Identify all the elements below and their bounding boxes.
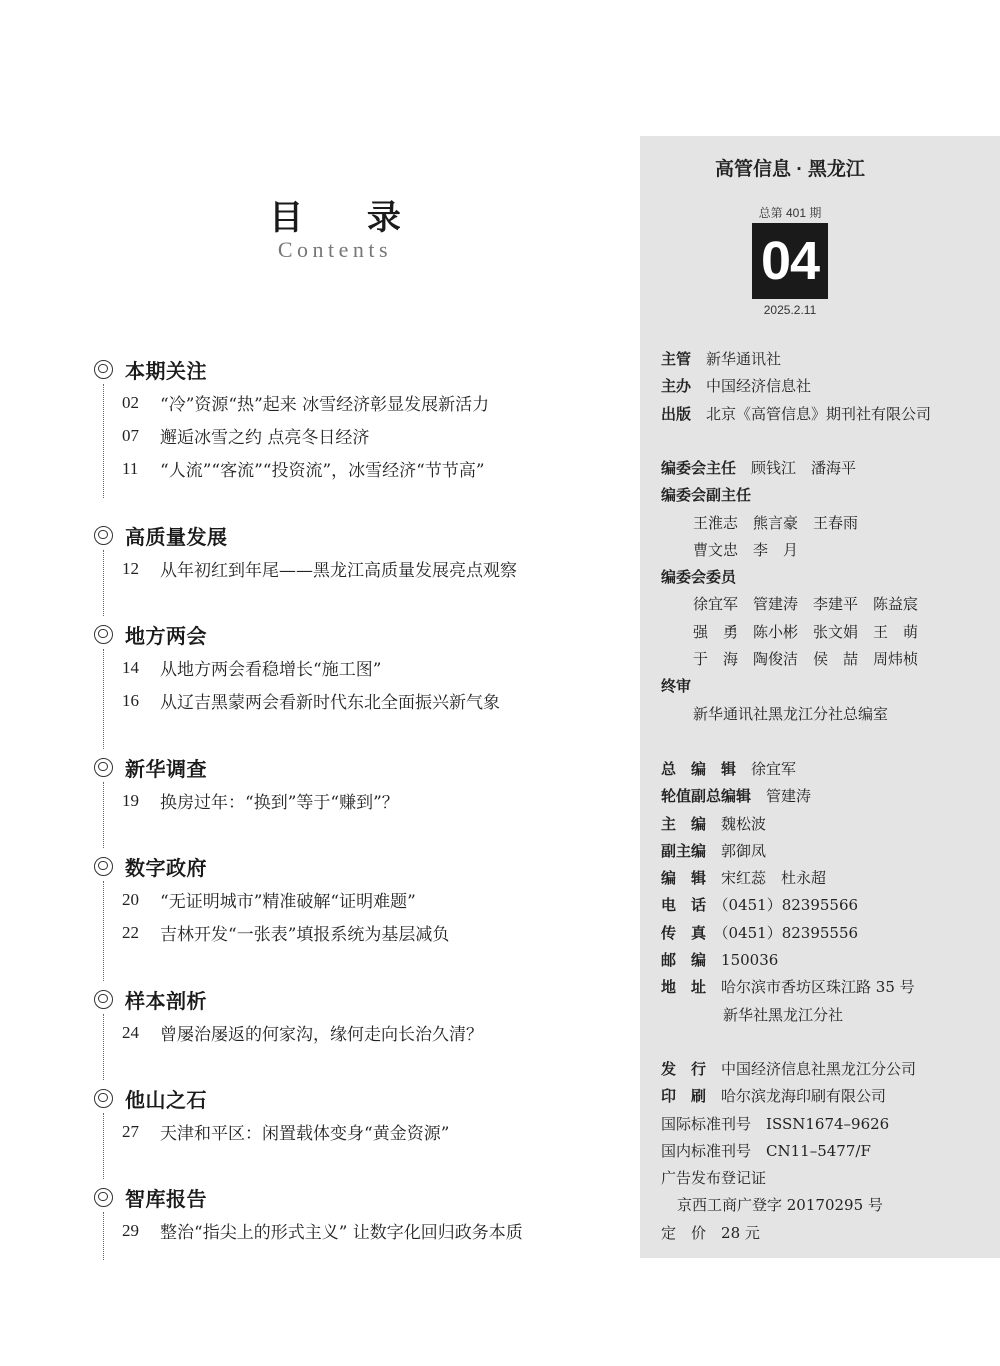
circle-bullet-icon <box>94 526 113 545</box>
circle-bullet-icon <box>94 360 113 379</box>
page-number: 14 <box>122 657 139 677</box>
section-title: 本期关注 <box>125 358 207 383</box>
page-number: 16 <box>122 690 139 710</box>
info-value: 宋红蕊 杜永超 <box>721 869 827 888</box>
page-number: 12 <box>122 558 139 578</box>
section-title: 样本剖析 <box>125 988 207 1013</box>
page-number: 02 <box>122 392 139 412</box>
info-value: 哈尔滨龙海印刷有限公司 <box>721 1087 887 1106</box>
toc-section-case <box>94 984 614 1080</box>
info-value: 曹文忠 李 月 <box>693 540 799 559</box>
info-value: 管建涛 <box>766 787 812 806</box>
committee-info <box>661 455 918 728</box>
toc-section-quality <box>94 520 614 616</box>
editorial-info <box>661 756 915 1029</box>
page-number: 29 <box>122 1220 139 1240</box>
article-title: 曾屡治屡返的何家沟，缘何走向长治久清？ <box>160 1025 483 1045</box>
article-title: 从辽吉黑蒙两会看新时代东北全面振兴新气象 <box>160 693 500 713</box>
article-title: “人流”“客流”“投资流”，冰雪经济“节节高” <box>160 461 485 481</box>
issue-number: 04 <box>752 223 828 299</box>
info-value: 哈尔滨市香坊区珠江路 35 号 <box>721 978 915 997</box>
info-value: 魏松波 <box>721 814 767 833</box>
info-value: CN11–5477/F <box>766 1141 871 1160</box>
info-label: 印 刷 <box>661 1088 707 1106</box>
toc-heading <box>240 196 430 262</box>
toc-entry[interactable] <box>122 419 614 452</box>
info-value: 28 元 <box>721 1223 760 1242</box>
page-number: 20 <box>122 889 139 909</box>
info-value: 徐宜军 <box>751 760 797 778</box>
toc-section-focus <box>94 354 614 498</box>
info-value: 新华通讯社 <box>706 350 782 368</box>
page-number: 19 <box>122 790 139 810</box>
info-value: 于 海 陶俊洁 侯 喆 周炜桢 <box>693 650 919 669</box>
info-label: 发 行 <box>661 1061 707 1078</box>
toc-entry[interactable] <box>122 651 614 684</box>
info-label: 国际标准刊号 <box>661 1114 752 1133</box>
info-label: 广告发布登记证 <box>661 1169 767 1188</box>
toc-entry[interactable] <box>122 1214 614 1247</box>
article-title: 整治“指尖上的形式主义” 让数字化回归政务本质 <box>160 1223 523 1243</box>
info-label: 编 辑 <box>661 870 707 888</box>
section-title: 他山之石 <box>125 1087 207 1112</box>
toc-title-en: Contents <box>277 237 393 262</box>
toc-section-other-stone <box>94 1083 614 1179</box>
issue-total: 总第 401 期 <box>758 206 822 220</box>
toc-entry[interactable] <box>122 883 614 916</box>
info-value: （0451）82395566 <box>721 896 859 915</box>
info-value: 王淮志 熊言豪 王春雨 <box>693 513 859 532</box>
page-number: 27 <box>122 1121 139 1141</box>
page-number: 22 <box>122 922 139 942</box>
info-value: 徐宜军 管建涛 李建平 陈益宸 <box>693 595 919 614</box>
section-title: 高质量发展 <box>125 524 228 549</box>
article-title: 天津和平区：闲置载体变身“黄金资源” <box>160 1124 450 1144</box>
info-value: 中国经济信息社黑龙江分公司 <box>721 1060 917 1078</box>
masthead-panel <box>640 136 1000 1258</box>
article-title: “冷”资源“热”起来 冰雪经济彰显发展新活力 <box>160 395 490 415</box>
toc-entry[interactable] <box>122 552 614 585</box>
info-value: 强 勇 陈小彬 张文娟 王 萌 <box>693 622 919 641</box>
article-title: 从地方两会看稳增长“施工图” <box>160 660 382 680</box>
circle-bullet-icon <box>94 1089 113 1108</box>
circle-bullet-icon <box>94 857 113 876</box>
info-label: 电 话 <box>661 897 707 915</box>
page-number: 07 <box>122 425 139 445</box>
article-title: 从年初红到年尾——黑龙江高质量发展亮点观察 <box>160 561 517 581</box>
section-title: 智库报告 <box>125 1186 207 1211</box>
magazine-name: 高管信息 · 黑龙江 <box>715 159 865 180</box>
issue-date: 2025.2.11 <box>763 303 817 317</box>
circle-bullet-icon <box>94 758 113 777</box>
circle-bullet-icon <box>94 625 113 644</box>
info-value: 中国经济信息社 <box>706 377 812 396</box>
toc-entry[interactable] <box>122 684 614 717</box>
info-label: 定 价 <box>661 1223 707 1242</box>
info-label: 编委会副主任 <box>661 487 752 505</box>
info-label: 主 编 <box>661 815 707 833</box>
info-label: 地 址 <box>661 979 707 997</box>
info-value: 新华社黑龙江分社 <box>723 1005 844 1024</box>
toc-entry[interactable] <box>122 784 614 817</box>
section-title: 地方两会 <box>125 623 207 648</box>
publisher-info <box>661 346 931 428</box>
info-value: 顾钱江 潘海平 <box>751 459 857 477</box>
toc-title-cn: 目 录 <box>269 198 427 238</box>
info-label: 主办 <box>661 378 692 396</box>
info-value: （0451）82395556 <box>721 923 859 942</box>
section-title: 新华调查 <box>125 756 207 781</box>
info-label: 国内标准刊号 <box>661 1141 752 1160</box>
toc-section-survey <box>94 752 614 848</box>
toc-entry[interactable] <box>122 1115 614 1148</box>
info-label: 轮值副总编辑 <box>661 788 752 806</box>
article-title: 换房过年：“换到”等于“赚到”？ <box>160 793 399 813</box>
info-value: 郭御凤 <box>721 841 767 860</box>
circle-bullet-icon <box>94 1188 113 1207</box>
toc-entry[interactable] <box>122 452 614 485</box>
info-label: 出版 <box>661 405 692 423</box>
article-title: 吉林开发“一张表”填报系统为基层减负 <box>160 925 450 945</box>
article-title: “无证明城市”精准破解“证明难题” <box>160 892 416 912</box>
info-label: 终审 <box>661 678 692 696</box>
info-label: 主管 <box>661 351 692 368</box>
info-value: 150036 <box>721 951 779 970</box>
section-title: 数字政府 <box>125 855 207 880</box>
toc-section-sessions <box>94 619 614 749</box>
circle-bullet-icon <box>94 990 113 1009</box>
toc-entry[interactable] <box>122 386 614 419</box>
info-value: 新华通讯社黑龙江分社总编室 <box>693 704 889 723</box>
article-title: 邂逅冰雪之约 点亮冬日经济 <box>160 428 370 448</box>
info-label: 邮 编 <box>661 952 707 970</box>
toc-entry[interactable] <box>122 1016 614 1049</box>
info-label: 总 编 辑 <box>661 761 737 778</box>
page-number: 24 <box>122 1022 139 1042</box>
info-label: 传 真 <box>661 924 707 942</box>
toc-entry[interactable] <box>122 916 614 949</box>
info-value: 京西工商广登字 20170295 号 <box>677 1196 883 1215</box>
info-label: 编委会委员 <box>661 569 737 587</box>
info-label: 副主编 <box>661 842 707 860</box>
page-number: 11 <box>122 458 139 478</box>
toc-section-digital-gov <box>94 851 614 981</box>
toc-section-think-tank <box>94 1182 614 1260</box>
info-value: 北京《高管信息》期刊社有限公司 <box>706 404 932 423</box>
distribution-info <box>661 1056 916 1247</box>
info-value: ISSN1674–9626 <box>766 1114 890 1133</box>
info-label: 编委会主任 <box>661 460 737 477</box>
